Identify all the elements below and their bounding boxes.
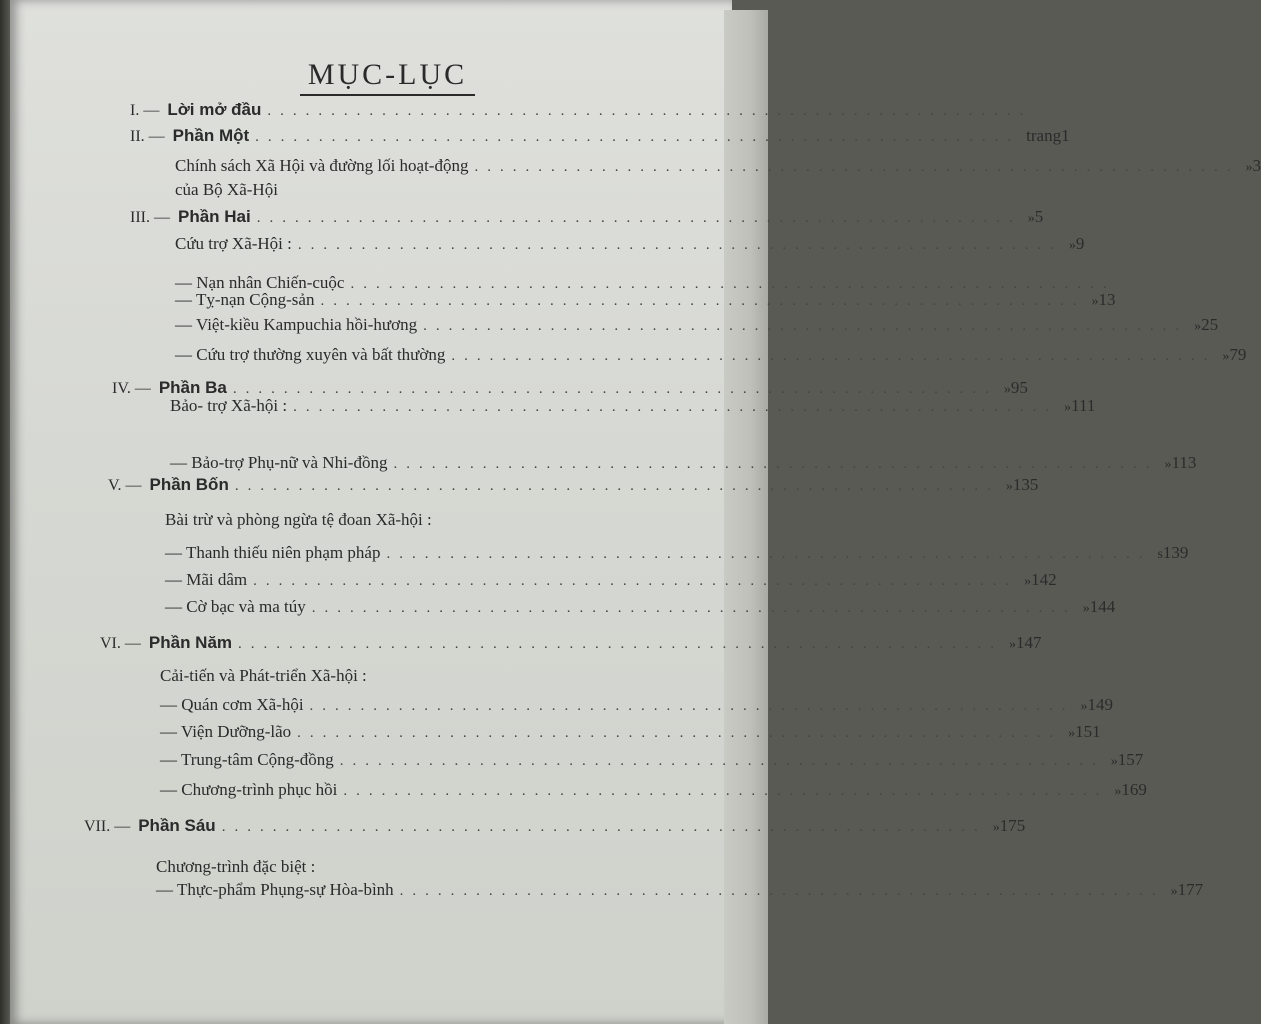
chapter-number: II. — <box>130 128 165 145</box>
leader-dots: ............................................................ <box>350 276 1116 292</box>
toc-entry <box>160 780 1147 800</box>
toc-entry <box>165 510 690 530</box>
leader-dots: ............................................................ <box>297 237 1063 253</box>
leader-dots: ............................................................ <box>293 399 1059 415</box>
toc-entry <box>156 880 1204 900</box>
page-number: 139 <box>1162 543 1189 562</box>
page-number: 175 <box>999 816 1026 835</box>
section-title: — Thanh thiếu niên phạm pháp <box>165 543 381 562</box>
page-marker: » <box>1222 349 1230 364</box>
page-number: 135 <box>1012 475 1039 494</box>
page-number: 147 <box>1016 633 1042 652</box>
toc-entry <box>160 666 690 686</box>
section-title: của Bộ Xã-Hội <box>175 180 278 199</box>
toc-entry <box>100 633 1042 653</box>
leader-dots: ............................................................ <box>256 210 1022 226</box>
chapter-title: Lời mở đầu <box>167 100 262 119</box>
page-marker: » <box>1027 211 1035 226</box>
toc-entry <box>175 290 1116 310</box>
page-number: 157 <box>1117 750 1144 769</box>
leader-dots: ............................................................ <box>255 129 1021 145</box>
chapter-title: Phần Năm <box>148 633 233 652</box>
page-number: 13 <box>1098 290 1116 309</box>
toc-entry <box>170 396 1096 416</box>
page-number: 111 <box>1071 396 1096 415</box>
page-marker: » <box>1082 601 1090 616</box>
leader-dots: ............................................................ <box>339 753 1105 769</box>
section-title: — Mãi dâm <box>165 570 248 589</box>
page-marker: » <box>1114 784 1122 799</box>
toc-entry <box>175 234 1085 254</box>
section-title: — Việt-kiều Kampuchia hồi-hương <box>175 315 418 334</box>
leader-dots: ............................................................ <box>253 573 1019 589</box>
page-number: 5 <box>1034 207 1044 226</box>
page-marker: » <box>1110 754 1118 769</box>
toc-entry <box>112 378 1028 398</box>
page-marker: s <box>1157 547 1163 562</box>
leader-dots: ............................................................ <box>423 318 1189 334</box>
chapter-title: Phần Bốn <box>149 475 229 494</box>
page-marker: » <box>1024 574 1032 589</box>
toc-entry <box>175 315 1219 335</box>
page-number: 142 <box>1031 570 1057 589</box>
page-marker: » <box>1068 726 1076 741</box>
page-marker: » <box>992 820 1000 835</box>
page-marker: » <box>1003 382 1011 397</box>
page-number: 149 <box>1087 695 1114 714</box>
section-title: — Nạn nhân Chiến-cuộc <box>175 273 345 292</box>
toc-entry <box>130 126 1070 146</box>
page-title: MỤC-LỤC <box>300 58 475 96</box>
page-marker: » <box>1091 294 1099 309</box>
toc-entry <box>160 750 1144 770</box>
leader-dots: ............................................................ <box>474 159 1240 175</box>
page-marker: » <box>1170 884 1178 899</box>
page-number: 25 <box>1201 315 1219 334</box>
page-number: 3 <box>1252 156 1261 175</box>
page-marker: » <box>1245 160 1253 175</box>
section-title: Cải-tiến và Phát-triển Xã-hội : <box>160 666 367 685</box>
leader-dots: ............................................................ <box>386 546 1152 562</box>
leader-dots: ............................................................ <box>238 636 1004 652</box>
section-title: Bảo- trợ Xã-hội : <box>170 396 288 415</box>
leader-dots: ............................................................ <box>232 381 998 397</box>
leader-dots: ............................................................ <box>393 456 1159 472</box>
leader-dots: ............................................................ <box>399 883 1165 899</box>
toc-entry <box>175 345 1247 365</box>
page-number: 95 <box>1010 378 1028 397</box>
toc-entry <box>156 857 690 877</box>
leader-dots: ............................................................ <box>309 698 1075 714</box>
toc-entry <box>130 100 1033 120</box>
toc-entry <box>175 156 1261 176</box>
page-marker: » <box>1009 637 1017 652</box>
page-marker: » <box>1068 238 1076 253</box>
chapter-number: V. — <box>108 477 142 494</box>
toc-entry <box>165 543 1189 563</box>
leader-dots: ............................................................ <box>311 600 1077 616</box>
chapter-title: Phần Sáu <box>138 816 216 835</box>
chapter-title: Phần Một <box>172 126 250 145</box>
toc-entry <box>165 570 1057 590</box>
page-marker: » <box>1164 457 1172 472</box>
toc-entry <box>130 207 1044 227</box>
section-title: — Viện Dưỡng-lão <box>160 722 292 741</box>
leader-dots: ............................................................ <box>343 783 1109 799</box>
page-number: 1 <box>1061 126 1070 145</box>
chapter-number: I. — <box>130 102 160 119</box>
chapter-number: VI. — <box>100 635 141 652</box>
section-title: — Cứu trợ thường xuyên và bất thường <box>175 345 446 364</box>
chapter-title: Phần Hai <box>177 207 251 226</box>
page-number: 169 <box>1121 780 1147 799</box>
page-marker: » <box>1064 400 1072 415</box>
toc-entry <box>160 722 1101 742</box>
section-title: — Quán cơm Xã-hội <box>160 695 304 714</box>
page-number: 151 <box>1075 722 1101 741</box>
page-number: 79 <box>1229 345 1247 364</box>
section-title: Chính sách Xã Hội và đường lối hoạt-động <box>175 156 469 175</box>
section-title: — Thực-phẩm Phụng-sự Hòa-bình <box>156 880 394 899</box>
chapter-number: IV. — <box>112 380 151 397</box>
page-marker: trang <box>1026 126 1062 145</box>
chapter-number: VII. — <box>84 818 131 835</box>
page-number: 144 <box>1089 597 1116 616</box>
toc-entry <box>170 453 1197 473</box>
section-title: Cứu trợ Xã-Hội : <box>175 234 292 253</box>
leader-dots: ............................................................ <box>221 819 987 835</box>
section-title: — Tỵ-nạn Cộng-sản <box>175 290 315 309</box>
leader-dots: ............................................................ <box>267 103 1033 119</box>
page-number: 113 <box>1171 453 1197 472</box>
page-number: 9 <box>1075 234 1085 253</box>
section-title: — Cờ bạc và ma túy <box>165 597 306 616</box>
page-number: 177 <box>1177 880 1204 899</box>
leader-dots: ............................................................ <box>234 478 1000 494</box>
section-title: Chương-trình đặc biệt : <box>156 857 316 876</box>
leader-dots: ............................................................ <box>297 725 1063 741</box>
section-title: Bài trừ và phòng ngừa tệ đoan Xã-hội : <box>165 510 432 529</box>
section-title: — Chương-trình phục hồi <box>160 780 338 799</box>
toc-entry <box>84 816 1026 836</box>
page-marker: » <box>1080 699 1088 714</box>
section-title: — Bảo-trợ Phụ-nữ và Nhi-đồng <box>170 453 388 472</box>
chapter-number: III. — <box>130 209 170 226</box>
page-marker: » <box>1194 319 1202 334</box>
toc-entry <box>108 475 1039 495</box>
chapter-title: Phần Ba <box>158 378 227 397</box>
toc-entry <box>165 597 1116 617</box>
toc-entry <box>175 180 690 200</box>
page-marker: » <box>1005 479 1013 494</box>
leader-dots: ............................................................ <box>451 348 1217 364</box>
section-title: — Trung-tâm Cộng-đồng <box>160 750 334 769</box>
toc-entry <box>160 695 1114 715</box>
leader-dots: ............................................................ <box>320 293 1086 309</box>
